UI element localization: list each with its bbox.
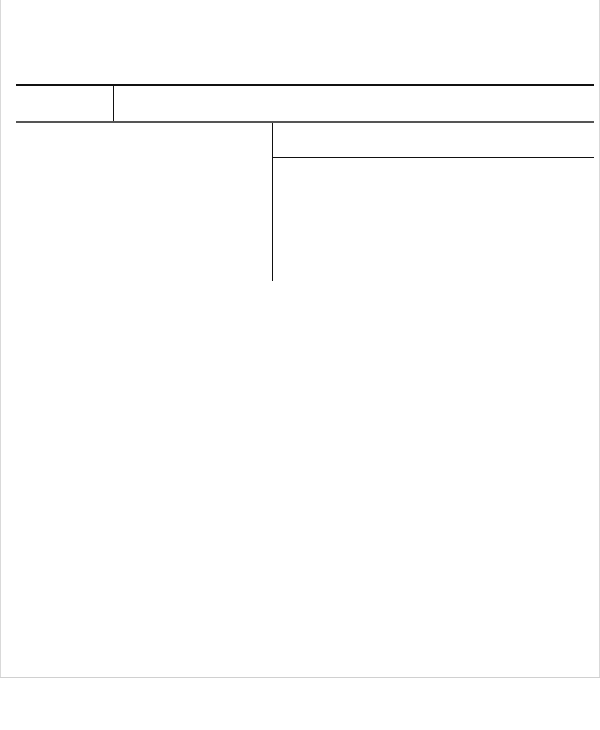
names-address-field[interactable] [16, 136, 271, 176]
header-bottom-rule [16, 121, 594, 123]
header-divider [113, 85, 114, 121]
ssn-field[interactable] [273, 136, 594, 156]
page-bottom-divider [0, 677, 600, 678]
header-top-rule [16, 84, 594, 86]
rule [273, 157, 594, 158]
